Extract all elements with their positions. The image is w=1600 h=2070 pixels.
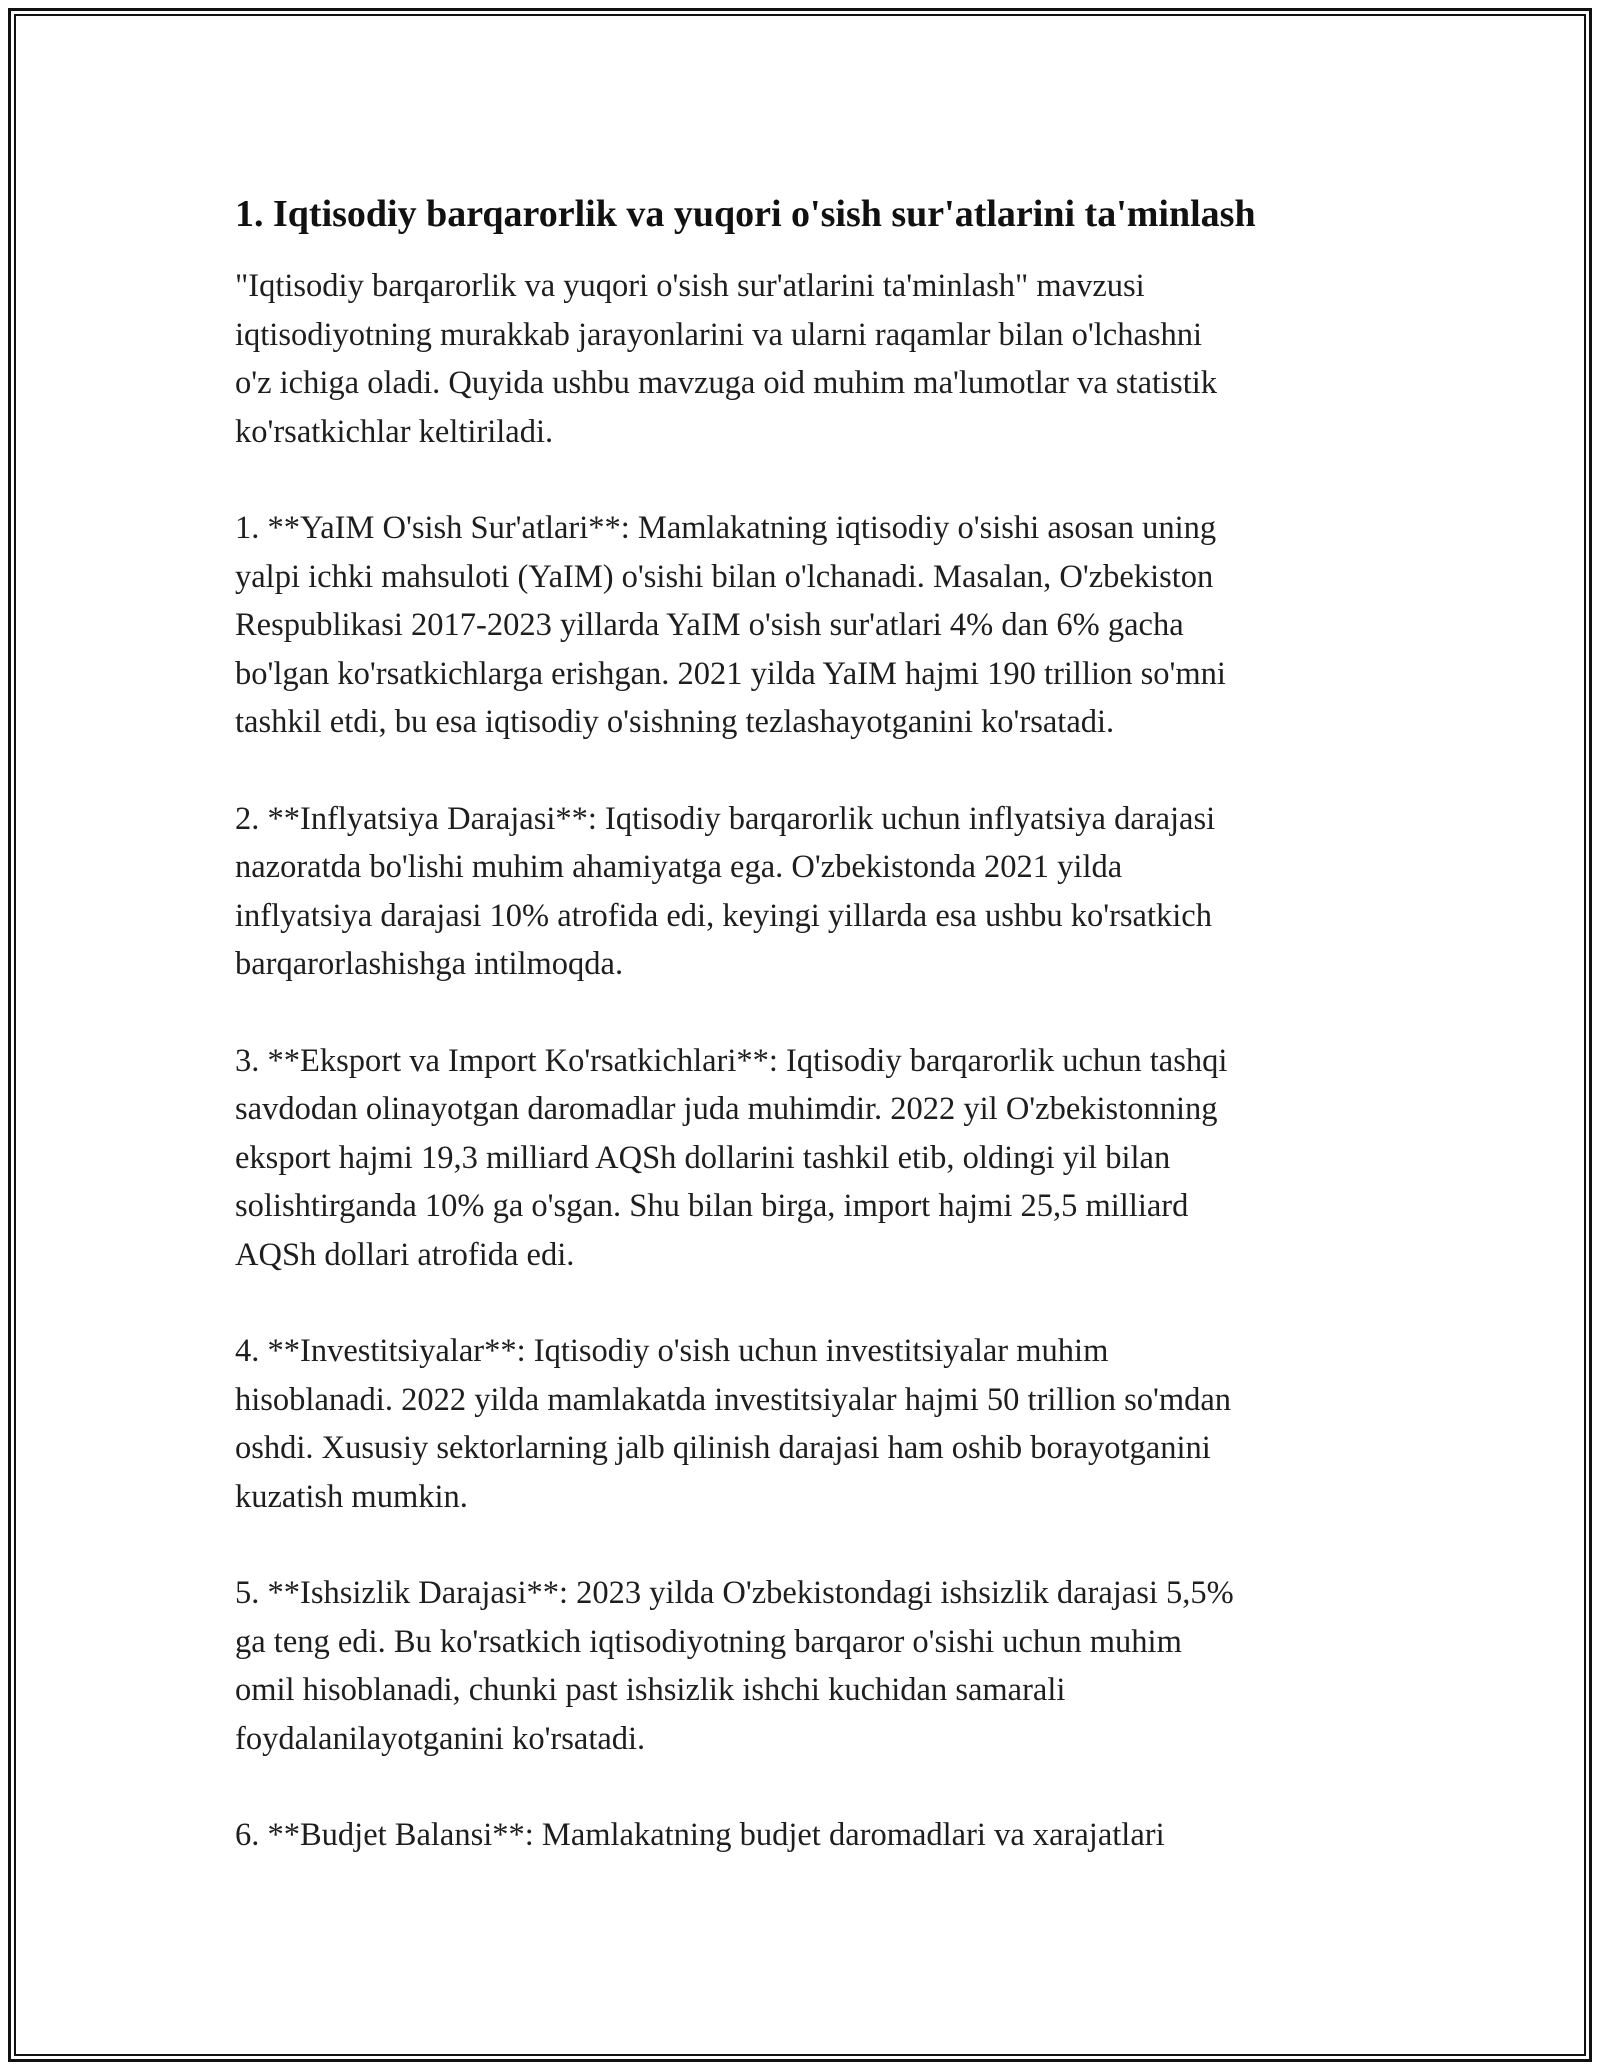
inflation-paragraph: 2. **Inflyatsiya Darajasi**: Iqtisodiy barqarorlik uchun inflyatsiya darajasi nazoratda bo'lishi muhim ahamiyatga ega. O'zbekistonda 2021 yilda inflyatsiya darajasi 10% atrofida edi, keyingi yillarda esa ushbu ko'rsatkich barqarorlashishga intilmoqda. bbox=[235, 800, 1216, 982]
investments-paragraph: 4. **Investitsiyalar**: Iqtisodiy o'sish uchun investitsiyalar muhim hisoblanadi. 2022 yilda mamlakatda investitsiyalar hajmi 50 trillion so'mdan oshdi. Xususiy sektorlarning jalb qilinish darajasi ham oshib borayotganini kuzatish mumkin. bbox=[235, 1333, 1232, 1515]
intro-paragraph: "Iqtisodiy barqarorlik va yuqori o'sish sur'atlarini ta'minlash" mavzusi iqtisodiyotning murakkab jarayonlarini va ularni raqamlar bilan o'lchashni o'z ichiga oladi. Quyida ushbu mavzuga oid muhim ma'lumotlar va statistik ko'rsatkichlar keltiriladi. bbox=[235, 268, 1218, 450]
unemployment-paragraph: 5. **Ishsizlik Darajasi**: 2023 yilda O'zbekistondagi ishsizlik darajasi 5,5% ga teng edi. Bu ko'rsatkich iqtisodiyotning barqaror o'sishi uchun muhim omil hisoblanadi, chunki past ishsizlik ishchi kuchidan samarali foydalanilayotganini ko'rsatadi. bbox=[235, 1575, 1234, 1757]
document-heading: 1. Iqtisodiy barqarorlik va yuqori o'sish sur'atlarini ta'minlash bbox=[235, 193, 1256, 235]
document-body bbox=[235, 188, 1375, 1908]
budget-balance-paragraph: 6. **Budjet Balansi**: Mamlakatning budjet daromadlari va xarajatlari bbox=[235, 1817, 1165, 1853]
export-import-paragraph: 3. **Eksport va Import Ko'rsatkichlari**: Iqtisodiy barqarorlik uchun tashqi savdodan olinayotgan daromadlar juda muhimdir. 2022 yil O'zbekistonning eksport hajmi 19,3 milliard AQSh dollarini tashkil etib, oldingi yil bilan solishtirganda 10% ga o'sgan. Shu bilan birga, import hajmi 25,5 milliard AQSh dollari atrofida edi. bbox=[235, 1042, 1228, 1273]
gdp-growth-paragraph: 1. **YaIM O'sish Sur'atlari**: Mamlakatning iqtisodiy o'sishi asosan uning yalpi ichki mahsuloti (YaIM) o'sishi bilan o'lchanadi. Masalan, O'zbekiston Respublikasi 2017-2023 yillarda YaIM o'sish sur'atlari 4% dan 6% gacha bo'lgan ko'rsatkichlarga erishgan. 2021 yilda YaIM hajmi 190 trillion so'mni tashkil etdi, bu esa iqtisodiy o'sishning tezlashayotganini ko'rsatadi. bbox=[235, 510, 1226, 740]
